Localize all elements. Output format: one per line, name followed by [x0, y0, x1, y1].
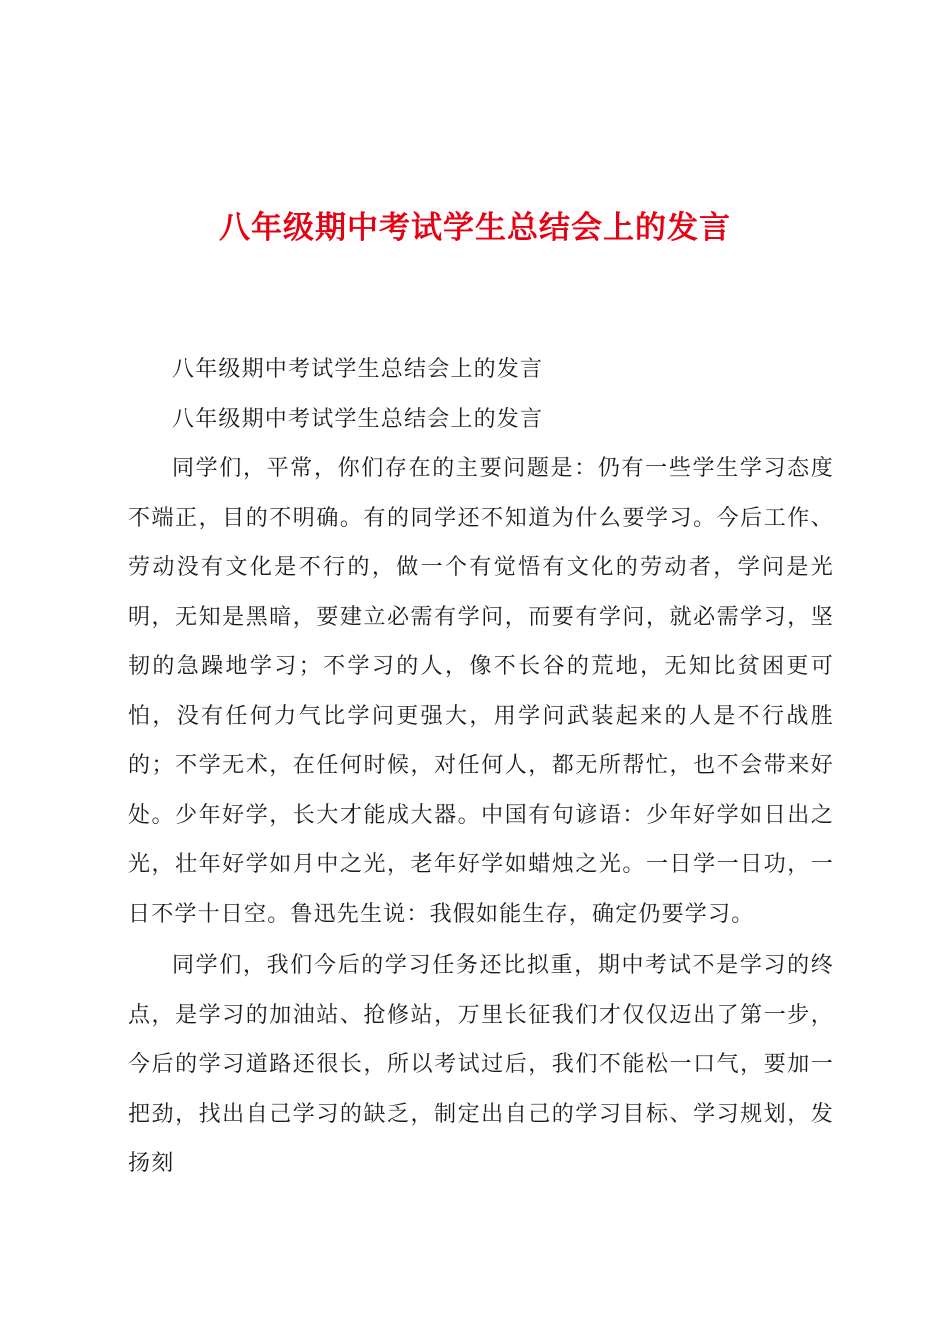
document-body	[128, 345, 834, 1189]
body-paragraph: 同学们，平常，你们存在的主要问题是：仍有一些学生学习态度不端正，目的不明确。有的同学还不知道为什么要学习。今后工作、劳动没有文化是不行的，做一个有觉悟有文化的劳动者，学问是光明，无知是黑暗，要建立必需有学问，而要有学问，就必需学习，坚韧的急躁地学习；不学习的人，像不长谷的荒地，无知比贫困更可怕，没有任何力气比学问更强大，用学问武装起来的人是不行战胜的；不学无术，在任何时候，对任何人，都无所帮忙，也不会带来好处。少年好学，长大才能成大器。中国有句谚语：少年好学如日出之光，壮年好学如月中之光，老年好学如蜡烛之光。一日学一日功，一日不学十日空。鲁迅先生说：我假如能生存，确定仍要学习。	[128, 456, 834, 927]
document-title: 八年级期中考试学生总结会上的发言	[219, 210, 731, 246]
body-paragraph: 八年级期中考试学生总结会上的发言	[172, 406, 544, 432]
body-paragraph: 八年级期中考试学生总结会上的发言	[172, 357, 544, 382]
body-paragraph: 同学们，我们今后的学习任务还比拟重，期中考试不是学习的终点，是学习的加油站、抢修站，万里长征我们才仅仅迈出了第一步，今后的学习道路还很长，所以考试过后，我们不能松一口气，要加一把劲，找出自己学习的缺乏，制定出自己的学习目标、学习规划，发扬刻	[128, 953, 834, 1176]
